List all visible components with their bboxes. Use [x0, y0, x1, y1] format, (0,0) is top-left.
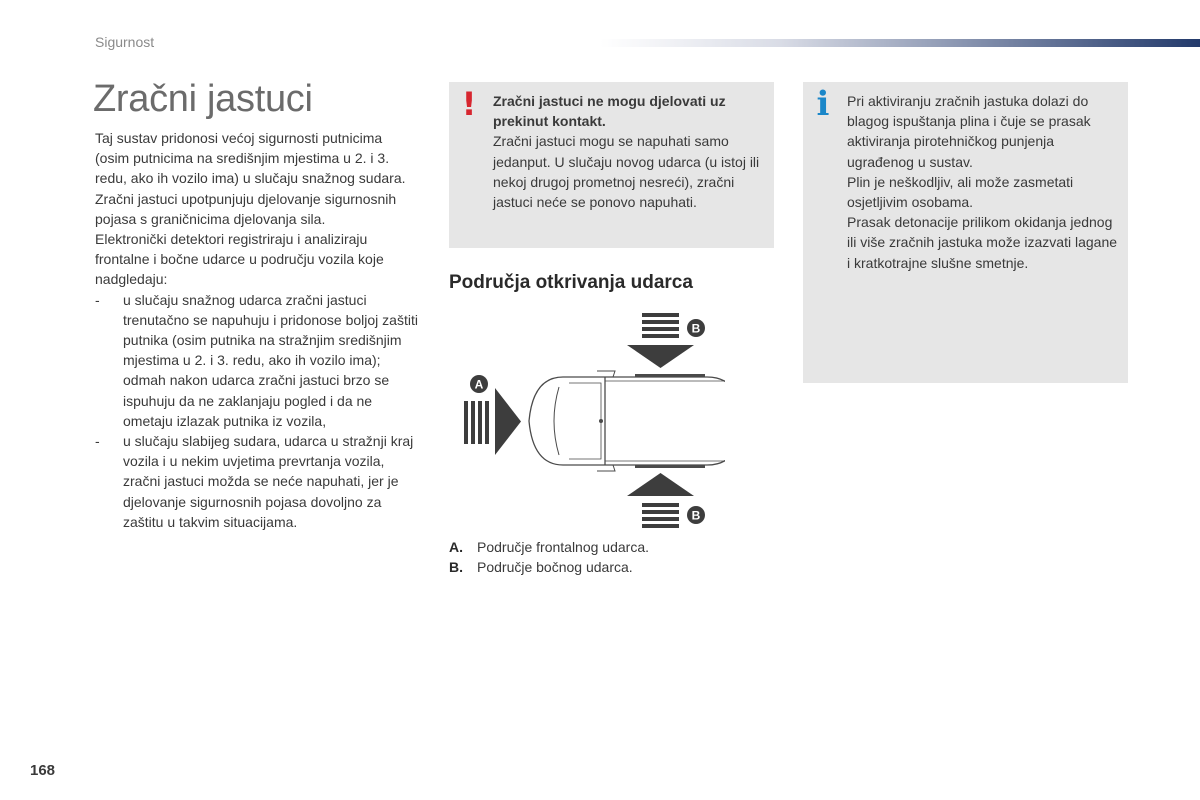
list-item-text: u slučaju slabijeg sudara, udarca u stražnji kraj vozila i u nekim uvjetima prevrtanja vozila, zračni jastuci možda se neće napuhati, jer je djelovanje sigurnosnih pojasa dovoljno za zaštitu u takvim situacijama. [123, 433, 414, 530]
header-gradient-bar [600, 39, 1200, 47]
info-box [803, 82, 1128, 383]
detectors-paragraph: Elektronički detektori registriraju i analiziraju frontalne i bočne udarce u području vozila koje nadgledaju: [95, 231, 384, 288]
label-a [470, 375, 488, 393]
warning-bold-text: Zračni jastuci ne mogu djelovati uz prekinut kontakt. [493, 93, 726, 130]
vehicle-top-view [529, 371, 725, 471]
legend-key: B. [449, 559, 463, 576]
label-a-text: A [474, 377, 484, 392]
legend-text: Područje frontalnog udarca. [477, 539, 649, 555]
bottom-side-arrow [627, 473, 694, 528]
list-item [95, 431, 420, 532]
top-side-arrow [627, 313, 694, 368]
info-paragraph-1: Pri aktiviranju zračnih jastuka dolazi do blagog ispuštanja plina i čuje se prasak aktiviranja pirotehničkog punjenja ugrađenog u sustav. [847, 93, 1091, 170]
warning-box [449, 82, 774, 248]
detection-zones-heading: Područja otkrivanja udarca [449, 272, 693, 293]
label-b-top [687, 319, 705, 337]
legend-item [449, 557, 649, 577]
warning-body-text: Zračni jastuci mogu se napuhati samo jedanput. U slučaju novog udarca (u istoj ili nekoj drugoj prometnoj nesreći), zračni jastuci neće se ponovo napuhati. [493, 133, 760, 211]
list-item-text: u slučaju snažnog udarca zračni jastuci trenutačno se napuhuju i pridonose boljoj zaštiti putnika (osim putnika na stražnjim središnjim mjestima u 2. i 3. redu, ako ih vozilo ima); odmah nakon udarca zračni jastuci brzo se ispuhuju da ne zaklanjaju pogled i da ne ometaju izlazak putnika iz vozila, [123, 291, 418, 429]
intro-paragraph: Taj sustav pridonosi većoj sigurnosti putnicima (osim putnicima na središnjim mjestima u 2. i 3. redu, ako ih vozilo ima) u slučaju snažnog sudara. Zračni jastuci upotpunjuju djelovanje sigurnosnih pojasa s graničnicima djelovanja sila. [95, 130, 406, 227]
label-b-top-text: B [691, 321, 701, 336]
legend-key: A. [449, 539, 463, 555]
diagram-legend [449, 537, 649, 577]
page-number: 168 [30, 762, 56, 779]
exclamation-warning-icon: ! [461, 85, 477, 123]
info-text [847, 91, 1117, 273]
legend-item [449, 537, 649, 557]
bullet-dash: - [95, 433, 100, 450]
label-b-bottom [687, 506, 705, 524]
impact-list [95, 290, 420, 532]
info-paragraph-3: Prasak detonacije prilikom okidanja jednog ili više zračnih jastuka može izazvati lagane i kratkotrajne slušne smetnje. [847, 214, 1118, 271]
section-label: Sigurnost [95, 34, 155, 50]
label-b-bottom-text: B [691, 508, 701, 523]
impact-detection-diagram [455, 305, 725, 533]
front-arrow [464, 388, 521, 455]
info-paragraph-2: Plin je neškodljiv, ali može zasmetati osjetljivim osobama. [847, 173, 1074, 211]
warning-text [493, 91, 763, 212]
list-item [95, 290, 420, 431]
intro-column [95, 128, 420, 532]
info-icon: i [816, 84, 830, 124]
page-title: Zračni jastuci [93, 78, 313, 120]
legend-text: Područje bočnog udarca. [477, 559, 633, 576]
bullet-dash: - [95, 291, 100, 308]
